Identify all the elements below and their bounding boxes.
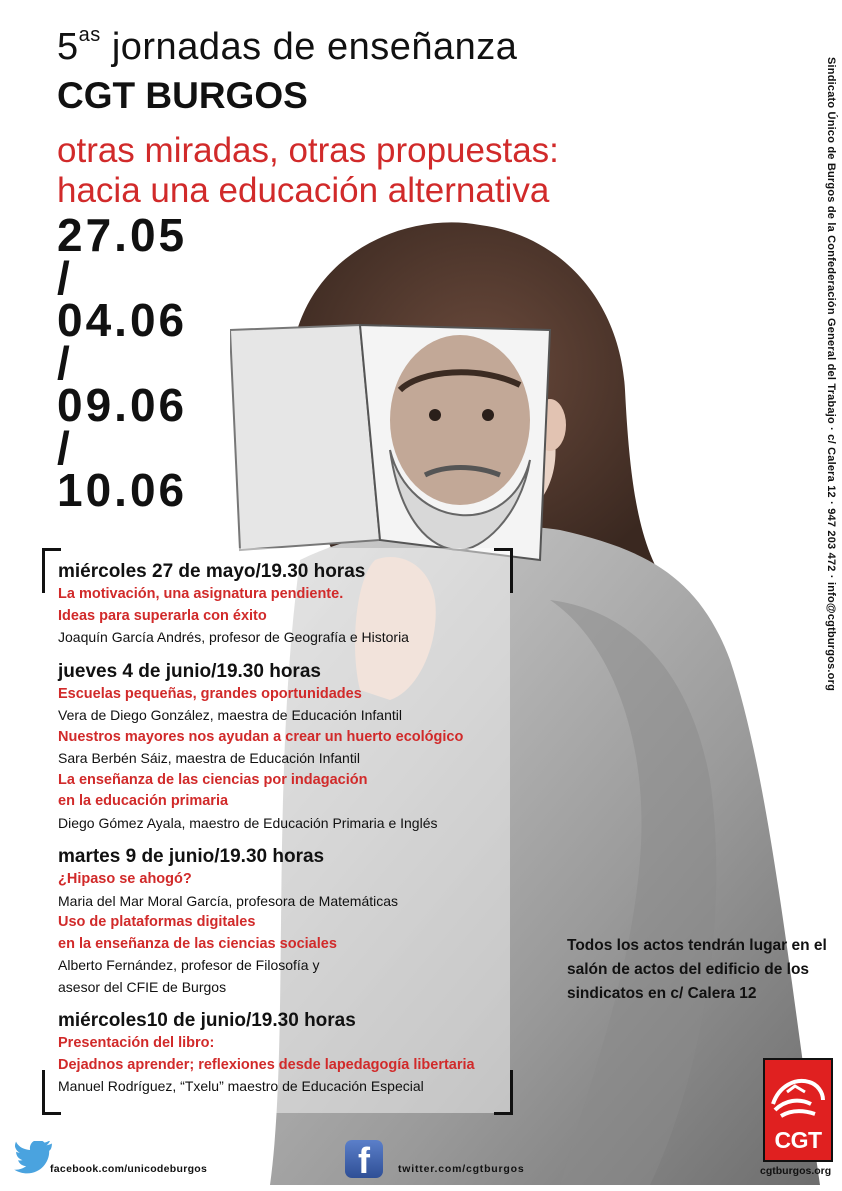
date-line: / — [57, 421, 73, 474]
event-title — [57, 24, 517, 69]
talk-title: Presentación del libro: — [58, 1035, 215, 1051]
event-day — [58, 560, 518, 649]
date-line: 09.06 — [57, 379, 188, 431]
website-url[interactable]: cgtburgos.org — [760, 1165, 832, 1177]
speaker-name: Joaquín García Andrés, profesor de Geografía e Historia — [58, 629, 409, 645]
date-line: / — [57, 336, 73, 389]
talk-title: Dejadnos aprender; reflexiones desde lapedagogía libertaria — [58, 1056, 475, 1073]
venue-note: Todos los actos tendrán lugar en el salón de actos del edificio de los sindicatos en c/ Calera 12 — [567, 937, 827, 1002]
speaker-name: Alberto Fernández, profesor de Filosofía y — [58, 957, 320, 973]
talk-title: Ideas para superarla con éxito — [58, 607, 267, 624]
talk-title: en la enseñanza de las ciencias sociales — [58, 935, 337, 952]
event-day — [58, 1009, 518, 1098]
speaker-name: asesor del CFIE de Burgos — [58, 978, 227, 995]
logo-text: CGT — [774, 1127, 822, 1153]
title-number: 5 — [57, 26, 79, 68]
date-line: / — [57, 251, 73, 304]
speaker-name: Manuel Rodríguez, “Txelu” maestro de Educación Especial — [58, 1078, 424, 1094]
talk-title: en la educación primaria — [58, 793, 229, 809]
talk-title: Uso de plataformas digitales — [58, 914, 256, 930]
title-superscript: as — [78, 24, 101, 46]
subtitle-line-1: otras miradas, otras propuestas: — [57, 131, 559, 170]
speaker-name: Vera de Diego González, maestra de Educación Infantil — [58, 707, 402, 723]
speaker-name: Maria del Mar Moral García, profesora de Matemáticas — [58, 892, 399, 909]
cgt-logo — [763, 1058, 833, 1162]
talk-title: La enseñanza de las ciencias por indagación — [58, 771, 368, 788]
event-dates — [57, 209, 188, 516]
twitter-bird-icon[interactable] — [14, 1141, 54, 1175]
event-day — [58, 660, 518, 835]
subtitle-line-2: hacia una educación alternativa — [57, 171, 550, 210]
organizer-name: CGT BURGOS — [57, 75, 308, 116]
talk-title: ¿Hipaso se ahogó? — [58, 871, 192, 887]
speaker-name: Sara Berbén Sáiz, maestra de Educación Infantil — [58, 750, 360, 766]
talk-title: Escuelas pequeñas, grandes oportunidades — [58, 685, 362, 702]
event-day — [58, 845, 518, 998]
facebook-icon[interactable]: f — [345, 1140, 383, 1178]
event-subtitle — [57, 131, 559, 211]
speaker-name: Diego Gómez Ayala, maestro de Educación Primaria e Inglés — [58, 814, 438, 831]
facebook-link[interactable]: facebook.com/unicodeburgos — [50, 1163, 208, 1175]
organization-contact-sidebar: Sindicato Único de Burgos de la Confederación General del Trabajo · c/ Calera 12 · 947 203 472 · info@cgtburgos.org — [825, 57, 837, 691]
date-line: 27.05 — [57, 209, 188, 261]
talk-title: La motivación, una asignatura pendiente. — [58, 586, 344, 602]
date-line: 04.06 — [57, 294, 188, 346]
title-text: jornadas de enseñanza — [100, 26, 518, 68]
events-schedule — [58, 560, 518, 1098]
event-day-heading: jueves 4 de junio/19.30 horas — [58, 660, 321, 682]
handshake-icon — [765, 1064, 831, 1134]
talk-title: Nuestros mayores nos ayudan a crear un huerto ecológico — [58, 728, 464, 745]
event-day-heading: miércoles10 de junio/19.30 horas — [58, 1010, 356, 1031]
date-line: 10.06 — [57, 464, 188, 516]
event-day-heading: martes 9 de junio/19.30 horas — [58, 846, 325, 867]
twitter-link[interactable]: twitter.com/cgtburgos — [398, 1163, 525, 1175]
event-day-heading: miércoles 27 de mayo/19.30 horas — [58, 561, 366, 582]
